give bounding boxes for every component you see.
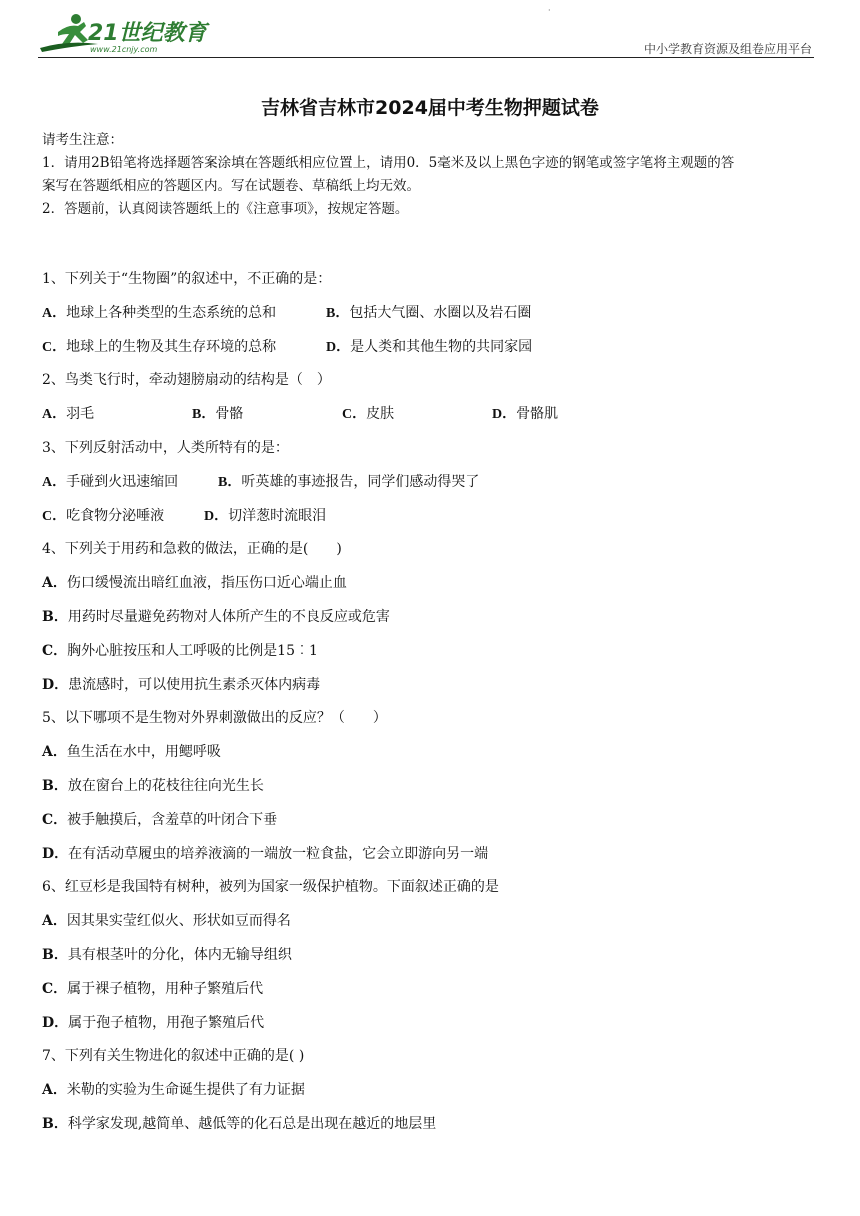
option-row [42, 840, 822, 874]
option-text: 伤口缓慢流出暗红血液，指压伤口近心端止血 [66, 575, 347, 592]
notice-item-2: 2．答题前，认真阅读答题纸上的《注意事项》，按规定答题。 [42, 201, 409, 217]
option-text: 放在窗台上的花枝往往向光生长 [67, 777, 264, 794]
question-stem: 3、下列反射活动中，人类所特有的是： [42, 439, 289, 456]
option-label: C． [42, 642, 68, 659]
option-text: 包括大气圈、水圈以及岩石圈 [349, 304, 532, 321]
option-text: 属于裸子植物，用种子繁殖后代 [67, 980, 264, 997]
option-row [42, 603, 822, 637]
option-text: 切洋葱时流眼泪 [228, 507, 327, 524]
option-label: D． [204, 508, 229, 524]
option-row [42, 806, 822, 840]
option-label: B． [42, 777, 68, 794]
option-label: A． [42, 575, 67, 592]
option-label: A． [42, 407, 67, 423]
option-row [42, 941, 822, 975]
option-label: A． [42, 913, 67, 930]
option-row [42, 333, 822, 367]
option-text: 具有根茎叶的分化，体内无输导组织 [67, 946, 292, 963]
option-text: 鱼生活在水中，用鳃呼吸 [66, 744, 221, 761]
option-text: 属于孢子植物，用孢子繁殖后代 [68, 1014, 265, 1031]
notice-item-1-cont: 案写在答题纸相应的答题区内。写在试题卷、草稿纸上均无效。 [42, 178, 420, 194]
option-row [42, 1076, 822, 1110]
question-list [42, 265, 822, 1144]
option-label: B． [42, 946, 68, 963]
option-label: A． [42, 744, 67, 761]
option-text: 患流感时，可以使用抗生素杀灭体内病毒 [68, 676, 321, 693]
option-row [42, 400, 822, 434]
option-label: B． [218, 474, 242, 490]
question-stem: 6、红豆杉是我国特有树种，被列为国家一级保护植物。下面叙述正确的是 [42, 879, 499, 896]
svg-text:21世纪教育: 21世纪教育 [88, 21, 207, 46]
option-text: 手碰到火迅速缩回 [66, 473, 179, 490]
option-text: 因其果实莹红似火、形状如豆而得名 [66, 913, 291, 930]
question-stem: 4、下列关于用药和急救的做法，正确的是( ) [42, 541, 342, 558]
option-row [42, 975, 822, 1009]
option-row [42, 907, 822, 941]
option-label: C． [42, 508, 67, 524]
question-stem: 1、下列关于“生物圈”的叙述中，不正确的是： [42, 271, 332, 287]
option-label: D． [42, 676, 69, 693]
option-label: C． [342, 407, 367, 423]
option-text: 骨骼肌 [516, 406, 559, 423]
question-stem: 5、以下哪项不是生物对外界刺激做出的反应？（ ） [42, 710, 387, 727]
option-text: 是人类和其他生物的共同家园 [350, 338, 533, 355]
page-header [38, 8, 814, 58]
option-row [42, 1110, 822, 1144]
option-label: B． [42, 1115, 68, 1132]
question-stem: 7、下列有关生物进化的叙述中正确的是( ) [42, 1048, 305, 1065]
page-title: 吉林省吉林市2024届中考生物押题试卷 [261, 97, 599, 119]
option-label: A． [42, 474, 67, 490]
option-label: C． [42, 339, 67, 355]
21cnjy-logo [38, 10, 238, 56]
svg-text:www.21cnjy.com: www.21cnjy.com [90, 45, 158, 54]
option-row [42, 502, 822, 536]
option-text: 皮肤 [366, 406, 395, 423]
option-row [42, 738, 822, 772]
decor-dot: · [548, 6, 551, 15]
option-row [42, 671, 822, 705]
option-label: D． [326, 339, 351, 355]
header-tagline: 中小学教育资源及组卷应用平台 [643, 42, 812, 56]
question-stem: 2、鸟类飞行时，牵动翅膀扇动的结构是（ ） [42, 372, 331, 389]
option-text: 听英雄的事迹报告，同学们感动得哭了 [241, 473, 480, 490]
option-row [42, 299, 822, 333]
option-text: 被手触摸后，含羞草的叶闭合下垂 [67, 811, 278, 828]
option-label: A． [42, 1082, 67, 1099]
option-text: 米勒的实验为生命诞生提供了有力证据 [66, 1082, 305, 1099]
option-label: C． [42, 980, 68, 997]
option-text: 用药时尽量避免药物对人体所产生的不良反应或危害 [67, 608, 390, 625]
option-text: 在有活动草履虫的培养液滴的一端放一粒食盐，它会立即游向另一端 [68, 845, 489, 862]
option-label: D． [42, 1014, 69, 1031]
notice-item-1: 1．请用2B铅笔将选择题答案涂填在答题纸相应位置上，请用0．5毫米及以上黑色字迹的钢笔或签字笔将主观题的答 [42, 155, 735, 171]
option-row [42, 637, 822, 671]
option-text: 羽毛 [66, 406, 95, 423]
notice-heading: 请考生注意： [42, 132, 123, 148]
option-label: C． [42, 811, 68, 828]
option-text: 地球上各种类型的生态系统的总和 [66, 304, 277, 321]
option-label: B． [192, 407, 216, 423]
header-divider [38, 57, 814, 58]
option-text: 胸外心脏按压和人工呼吸的比例是15︰1 [67, 642, 318, 659]
option-row [42, 569, 822, 603]
option-label: B． [326, 305, 350, 321]
option-text: 骨骼 [215, 406, 244, 423]
option-row [42, 1009, 822, 1043]
option-row [42, 772, 822, 806]
exam-notice [42, 129, 822, 221]
option-label: B． [42, 608, 68, 625]
option-text: 地球上的生物及其生存环境的总称 [66, 338, 277, 355]
option-row [42, 468, 822, 502]
option-label: A． [42, 305, 67, 321]
option-label: D． [42, 845, 69, 862]
option-text: 科学家发现,越简单、越低等的化石总是出现在越近的地层里 [67, 1115, 437, 1132]
option-label: D． [492, 407, 517, 423]
option-text: 吃食物分泌唾液 [66, 507, 165, 524]
